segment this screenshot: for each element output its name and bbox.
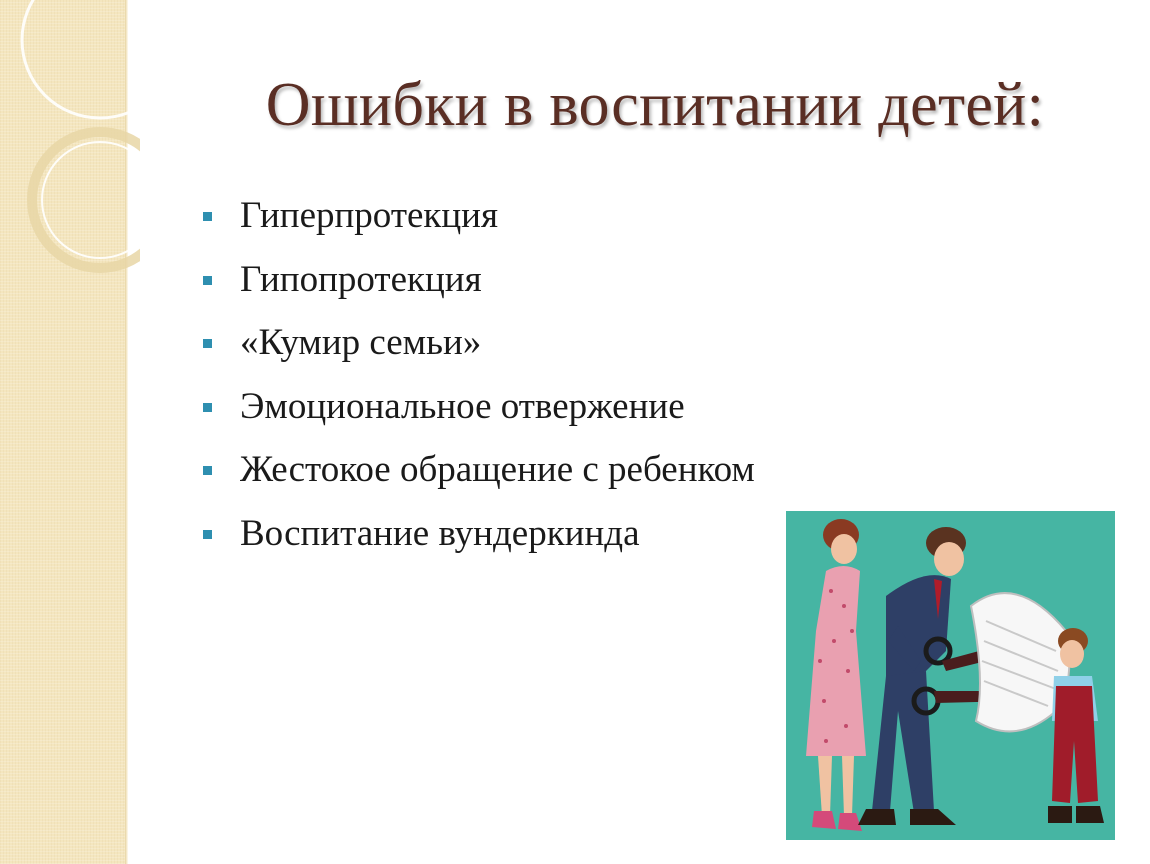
- bullet-text: Воспитание вундеркинда: [240, 512, 640, 554]
- bullet-item: [200, 446, 755, 510]
- bullet-text: Гиперпротекция: [240, 195, 499, 236]
- bullet-item: [200, 256, 755, 320]
- bullet-item: [200, 319, 755, 383]
- parents-cutting-child-wings-illustration: [786, 511, 1115, 840]
- bullet-item: [200, 192, 755, 256]
- square-bullet-icon: [203, 530, 212, 539]
- slide-title: Ошибки в воспитании детей:: [265, 71, 1045, 139]
- bullet-list: [200, 192, 755, 573]
- bullet-item: [200, 510, 755, 574]
- bullet-text: Эмоциональное отвержение: [240, 385, 685, 427]
- bullet-text: Жестокое обращение с ребенком: [240, 449, 755, 490]
- square-bullet-icon: [203, 339, 212, 348]
- bullet-text: «Кумир семьи»: [240, 322, 482, 363]
- square-bullet-icon: [203, 466, 212, 475]
- decorative-circles: [0, 0, 140, 300]
- square-bullet-icon: [203, 403, 212, 412]
- square-bullet-icon: [203, 276, 212, 285]
- bullet-item: [200, 383, 755, 447]
- bullet-text: Гипопротекция: [240, 258, 482, 300]
- square-bullet-icon: [203, 212, 212, 221]
